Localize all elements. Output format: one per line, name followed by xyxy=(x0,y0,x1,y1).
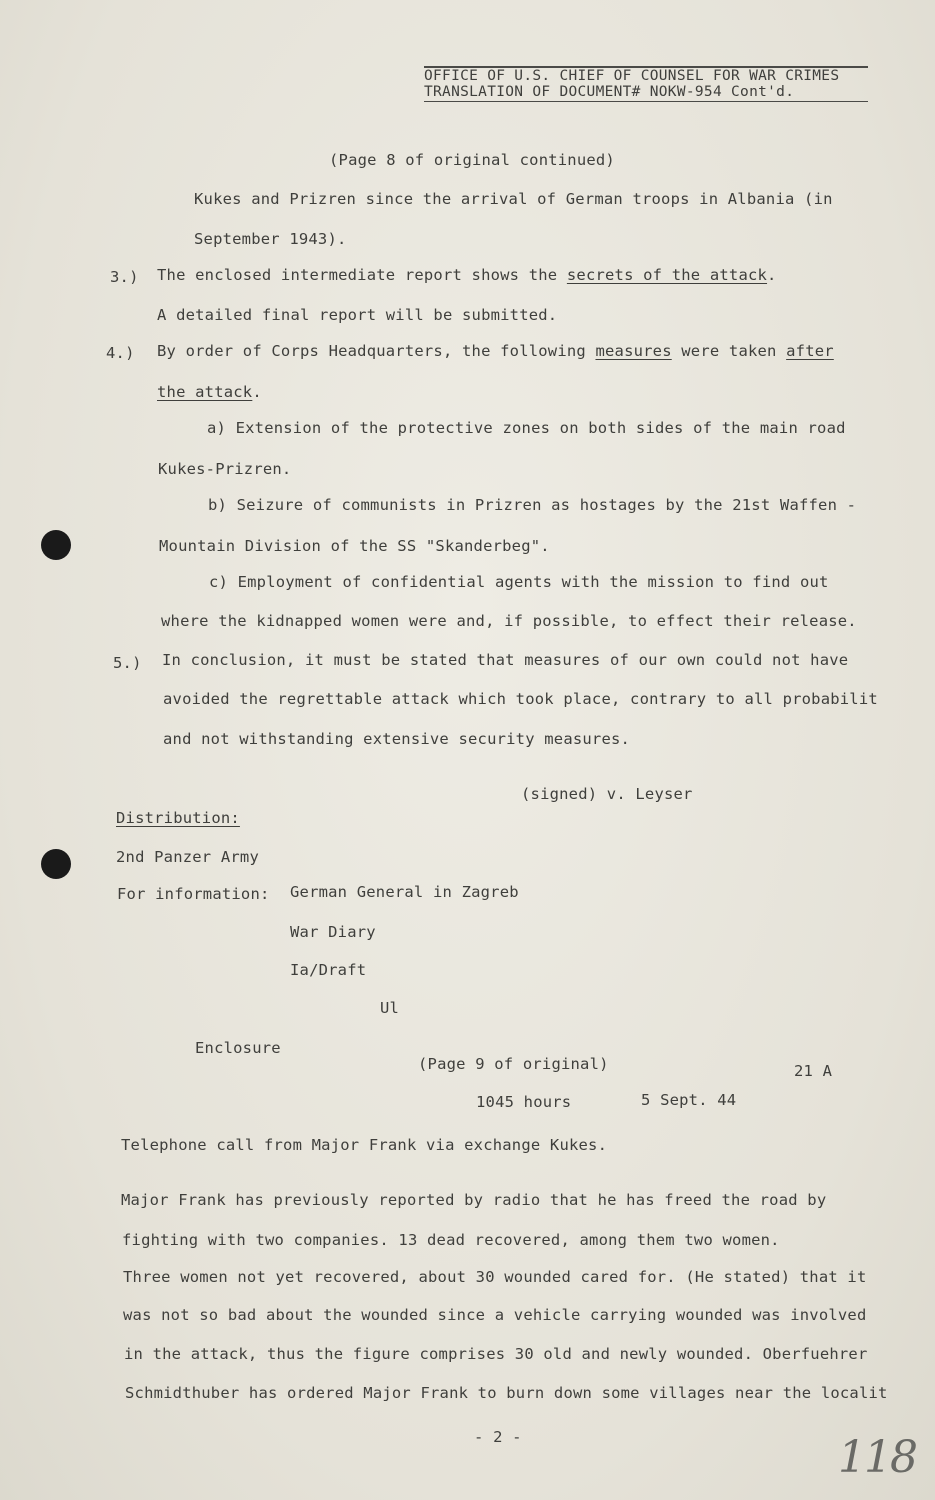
paragraph-3-number: 3.) xyxy=(110,268,139,286)
item-c-line-1: c) Employment of confidential agents with the mission to find out xyxy=(209,573,829,591)
for-information-label: For information: xyxy=(117,885,270,903)
distribution-label: Distribution: xyxy=(116,809,240,827)
call-time: 1045 hours xyxy=(476,1093,572,1111)
continuation-line-2: September 1943). xyxy=(194,230,347,248)
p4-underlined-measures: measures xyxy=(595,342,672,360)
item-a-line-1: a) Extension of the protective zones on both sides of the main road xyxy=(207,419,846,437)
paragraph-4-number: 4.) xyxy=(106,344,135,362)
p4-text: By order of Corps Headquarters, the following xyxy=(157,342,596,360)
document-header xyxy=(424,66,868,102)
telephone-call-line: Telephone call from Major Frank via exchange Kukes. xyxy=(121,1136,608,1154)
p3-period: . xyxy=(767,266,777,284)
paragraph-4-line-1 xyxy=(157,342,834,360)
report-line-1: Major Frank has previously reported by radio that he has freed the road by xyxy=(121,1191,827,1209)
p4-period: . xyxy=(252,383,262,401)
p3-underlined: secrets of the attack xyxy=(566,266,768,284)
info-recipient-1: German General in Zagreb xyxy=(290,883,519,901)
report-line-6: Schmidthuber has ordered Major Frank to burn down some villages near the localit xyxy=(125,1384,888,1402)
paragraph-5-line-3: and not withstanding extensive security measures. xyxy=(163,730,631,748)
paragraph-3-line-1 xyxy=(157,266,777,284)
punch-hole-upper xyxy=(41,530,71,560)
handwritten-page-number: 118 xyxy=(838,1432,916,1483)
page8-note: (Page 8 of original continued) xyxy=(329,151,615,169)
paragraph-5-line-2: avoided the regrettable attack which took place, contrary to all probabilit xyxy=(163,690,878,708)
call-date: 5 Sept. 44 xyxy=(641,1091,737,1109)
info-recipient-2: War Diary xyxy=(290,923,376,941)
item-b-line-1: b) Seizure of communists in Prizren as hostages by the 21st Waffen - xyxy=(208,496,857,514)
p4-underlined-after: after xyxy=(786,342,834,360)
page9-note: (Page 9 of original) xyxy=(418,1055,609,1073)
header-rule-bottom xyxy=(424,101,868,102)
p4-text-mid: were taken xyxy=(671,342,787,360)
distribution-recipient: 2nd Panzer Army xyxy=(116,848,259,866)
punch-hole-lower xyxy=(41,849,71,879)
report-line-5: in the attack, thus the figure comprises 30 old and newly wounded. Oberfuehrer xyxy=(124,1345,868,1363)
continuation-line-1: Kukes and Prizren since the arrival of German troops in Albania (in xyxy=(194,190,833,208)
info-recipient-3: Ia/Draft xyxy=(290,961,367,979)
header-office-line: OFFICE OF U.S. CHIEF OF COUNSEL FOR WAR CRIMES xyxy=(424,68,840,84)
page-number: - 2 - xyxy=(474,1428,522,1446)
report-line-2: fighting with two companies. 13 dead recovered, among them two women. xyxy=(122,1231,780,1249)
paragraph-5-number: 5.) xyxy=(113,654,142,672)
reference-21a: 21 A xyxy=(794,1062,833,1080)
item-c-line-2: where the kidnapped women were and, if possible, to effect their release. xyxy=(161,612,857,630)
paragraph-3-line-2: A detailed final report will be submitted. xyxy=(157,306,558,324)
report-line-4: was not so bad about the wounded since a vehicle carrying wounded was involved xyxy=(123,1306,867,1324)
enclosure-label: Enclosure xyxy=(195,1039,281,1057)
report-line-3: Three women not yet recovered, about 30 wounded cared for. (He stated) that it xyxy=(123,1268,867,1286)
header-translation-line: TRANSLATION OF DOCUMENT# NOKW-954 Cont'd. xyxy=(424,84,795,100)
item-a-line-2: Kukes-Prizren. xyxy=(158,460,292,478)
distribution-code: Ul xyxy=(380,999,400,1017)
item-b-line-2: Mountain Division of the SS "Skanderbeg". xyxy=(159,537,550,555)
paragraph-5-line-1: In conclusion, it must be stated that measures of our own could not have xyxy=(162,651,849,669)
signature: (signed) v. Leyser xyxy=(521,785,693,803)
paragraph-4-line-2 xyxy=(157,383,262,401)
p3-text: The enclosed intermediate report shows the xyxy=(157,266,567,284)
p4-underlined-attack: the attack xyxy=(157,383,253,401)
